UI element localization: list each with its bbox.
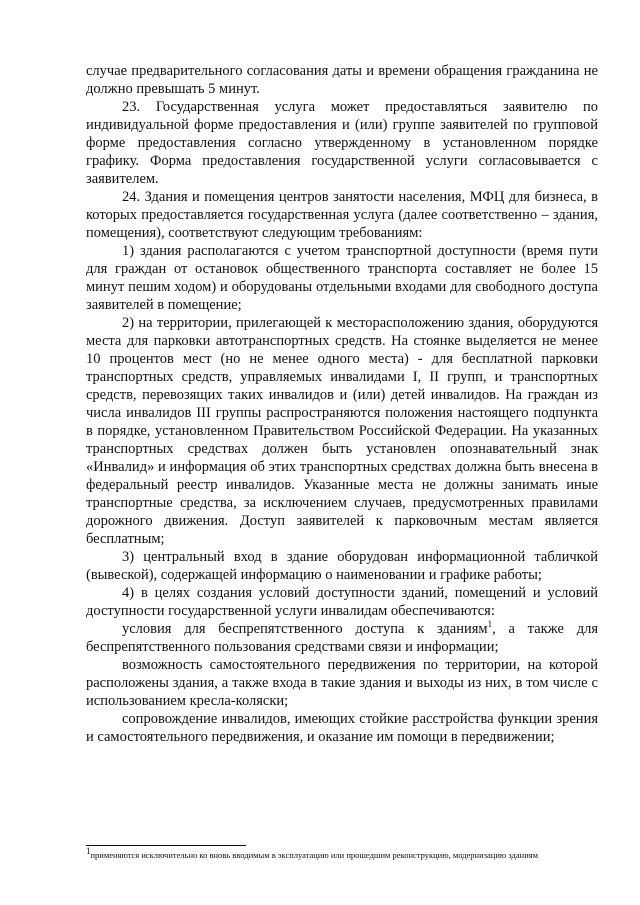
footnote xyxy=(86,846,598,861)
requirement-1: 1) здания располагаются с учетом транспортной доступности (время пути для граждан от остановок общественного транспорта составляет не более 15 минут пешим ходом) и оборудованы отдельными входами для свободного доступа заявителей в помещение; xyxy=(86,243,598,313)
paragraph-24: 24. Здания и помещения центров занятости населения, МФЦ для бизнеса, в которых предоставляется государственная услуга (далее соответственно – здания, помещения), соответствуют следующим требованиям: xyxy=(86,189,598,241)
footnote-divider xyxy=(86,845,246,846)
accessibility-conditions-text-cont: , а также для беспрепятственного пользования средствами связи и информации; xyxy=(86,621,598,655)
footnote-marker: 1 xyxy=(86,846,91,857)
paragraph-continuation: случае предварительного согласования даты и времени обращения гражданина не должно превышать 5 минут. xyxy=(86,63,598,97)
footnote-text: применяются исключительно ко вновь вводимым в эксплуатацию или прошедшим реконструкцию, модернизацию зданиям xyxy=(90,850,539,860)
requirement-2: 2) на территории, прилегающей к месторасположению здания, оборудуются места для парковки автотранспортных средств. На стоянке выделяется не менее 10 процентов мест (но не менее одного места) - для бесплатной парковки транспортных средств, управляемых инвалидами I, II групп, и транспортных средств, перевозящих таких инвалидов и (или) детей инвалидов. На граждан из числа инвалидов III группы распространяются положения настоящего подпункта в порядке, установленном Правительством Российской Федерации. На указанных транспортных средствах должен быть установлен опознавательный знак «Инвалид» и информация об этих транспортных средствах должна быть внесена в федеральный реестр инвалидов. Указанные места не должны занимать иные транспортные средства, за исключением случаев, предусмотренных правилами дорожного движения. Доступ заявителей к парковочным местам является бесплатным; xyxy=(86,315,598,547)
accessibility-conditions-text: условия для беспрепятственного доступа к зданиям xyxy=(122,621,488,637)
requirement-3: 3) центральный вход в здание оборудован информационной табличкой (вывеской), содержащей информацию о наименовании и графике работы; xyxy=(86,549,598,583)
independent-movement: возможность самостоятельного передвижения по территории, на которой расположены здания, а также входа в такие здания и выходы из них, в том числе с использованием кресла-коляски; xyxy=(86,657,598,709)
document-body xyxy=(86,62,598,746)
accessibility-conditions xyxy=(86,620,598,656)
accompaniment: сопровождение инвалидов, имеющих стойкие расстройства функции зрения и самостоятельного передвижения, и оказание им помощи в передвижении; xyxy=(86,711,598,745)
requirement-4: 4) в целях создания условий доступности зданий, помещений и условий доступности государственной услуги инвалидам обеспечиваются: xyxy=(86,585,598,619)
footnote-reference: 1 xyxy=(487,619,493,630)
paragraph-23: 23. Государственная услуга может предоставляться заявителю по индивидуальной форме предоставления и (или) группе заявителей по групповой форме предоставления согласно утвержденному в установленном порядке графику. Форма предоставления государственной услуги согласовывается с заявителем. xyxy=(86,99,598,187)
